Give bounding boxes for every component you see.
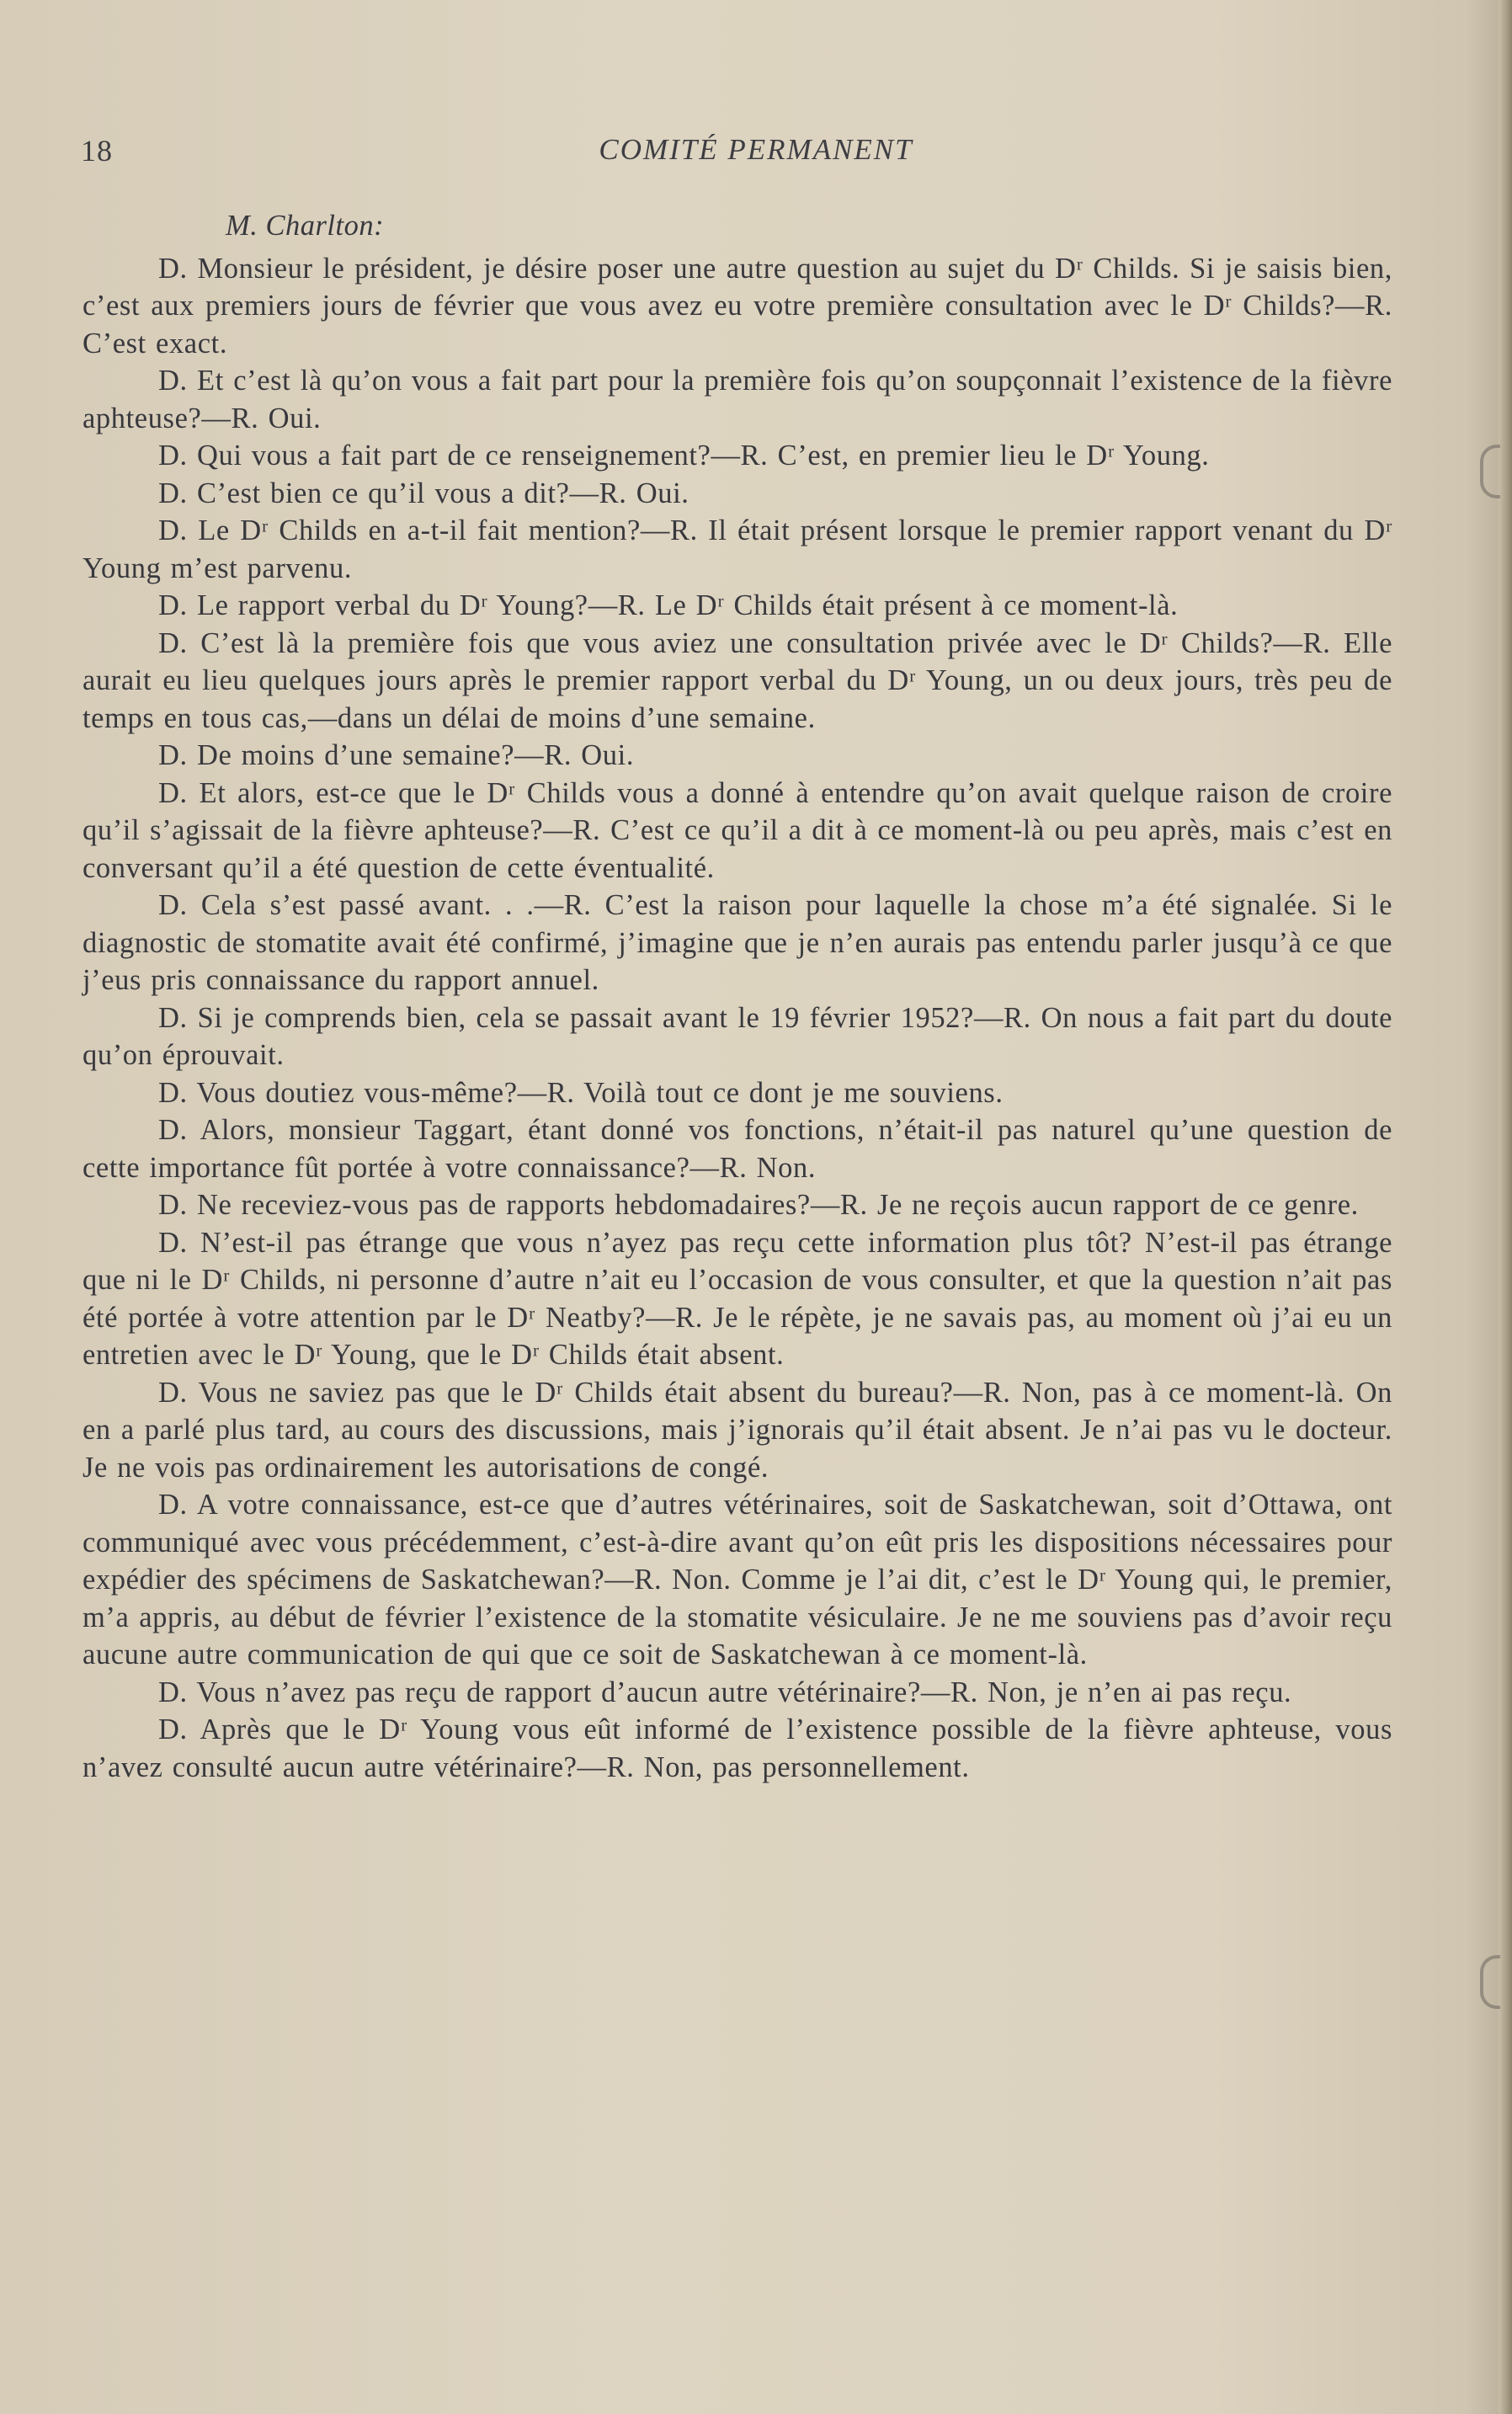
paragraph: D. Ne receviez-vous pas de rapports hebdomadaires?—R. Je ne reçois aucun rapport de ce genre. xyxy=(158,1189,1359,1221)
margin-mark xyxy=(1480,445,1500,498)
paragraph: D. De moins d’une semaine?—R. Oui. xyxy=(158,739,635,771)
paragraph: D. Après que le Dʳ Young vous eût informé de l’existence possible de la fièvre aphteuse, vous n’avez consulté aucun autre vétérinaire?—R. Non, pas personnellement. xyxy=(83,1713,1392,1783)
paragraph: D. Et c’est là qu’on vous a fait part pour la première fois qu’on soupçonnait l’existence de la fièvre aphteuse?—R. Oui. xyxy=(83,365,1392,434)
paragraph: D. C’est bien ce qu’il vous a dit?—R. Oui. xyxy=(158,477,689,509)
paragraph: D. Vous ne saviez pas que le Dʳ Childs était absent du bureau?—R. Non, pas à ce moment-là. On en a parlé plus tard, au cours des discussions, mais j’ignorais qu’il était absent. Je n’ai pas vu le docteur. Je ne vois pas ordinairement les autorisations de congé. xyxy=(83,1376,1392,1484)
speaker-name: M. Charlton: xyxy=(226,210,385,242)
paragraph: D. C’est là la première fois que vous aviez une consultation privée avec le Dʳ Childs?—R. Elle aurait eu lieu quelques jours après le premier rapport verbal du Dʳ Young, un ou deux jours, très peu de temps en tous cas,—dans un délai de moins d’une semaine. xyxy=(83,626,1392,734)
page-edge-shadow xyxy=(1499,0,1512,2414)
paragraph: D. Le rapport verbal du Dʳ Young?—R. Le Dʳ Childs était présent à ce moment-là. xyxy=(158,589,1179,621)
paragraph: D. Et alors, est-ce que le Dʳ Childs vous a donné à entendre qu’on avait quelque raison de croire qu’il s’agissait de la fièvre aphteuse?—R. C’est ce qu’il a dit à ce moment-là ou peu après, mais c’est en conversant qu’il a été question de cette éventualité. xyxy=(83,776,1392,884)
margin-mark xyxy=(1480,1955,1500,2009)
running-head: COMITÉ PERMANENT xyxy=(599,133,913,166)
page-header xyxy=(0,133,1512,175)
paragraph: D. N’est-il pas étrange que vous n’ayez pas reçu cette information plus tôt? N’est-il pas étrange que ni le Dʳ Childs, ni personne d’autre n’ait eu l’occasion de vous consulter, et que la question n’ait pas été portée à votre attention par le Dʳ Neatby?—R. Je le répète, je ne savais pas, au moment où j’ai eu un entretien avec le Dʳ Young, que le Dʳ Childs était absent. xyxy=(83,1226,1392,1371)
page-number: 18 xyxy=(81,134,113,168)
paragraph: D. Si je comprends bien, cela se passait avant le 19 février 1952?—R. On nous a fait part du doute qu’on éprouvait. xyxy=(83,1001,1392,1071)
paragraph: D. Vous n’avez pas reçu de rapport d’aucun autre vétérinaire?—R. Non, je n’en ai pas reçu. xyxy=(158,1676,1292,1708)
paragraph: D. Alors, monsieur Taggart, étant donné vos fonctions, n’était-il pas naturel qu’une question de cette importance fût portée à votre connaissance?—R. Non. xyxy=(83,1114,1392,1184)
paragraph: D. Monsieur le président, je désire poser une autre question au sujet du Dʳ Childs. Si je saisis bien, c’est aux premiers jours de février que vous avez eu votre première consultation avec le Dʳ Childs?—R. C’est exact. xyxy=(83,252,1392,360)
paragraph: D. Le Dʳ Childs en a-t-il fait mention?—R. Il était présent lorsque le premier rapport venant du Dʳ Young m’est parvenu. xyxy=(83,514,1392,584)
paragraph: D. Vous doutiez vous-même?—R. Voilà tout ce dont je me souviens. xyxy=(158,1076,1004,1109)
paragraph: D. Qui vous a fait part de ce renseignement?—R. C’est, en premier lieu le Dʳ Young. xyxy=(158,440,1210,472)
paragraph: D. Cela s’est passé avant. . .—R. C’est la raison pour laquelle la chose m’a été signalée. Si le diagnostic de stomatite avait été confirmé, j’imagine que je n’en aurais pas entendu parler jusqu’à ce que j’eus pris connaissance du rapport annuel. xyxy=(83,889,1392,996)
transcript-body xyxy=(83,207,1392,1786)
paragraph: D. A votre connaissance, est-ce que d’autres vétérinaires, soit de Saskatchewan, soit d’Ottawa, ont communiqué avec vous précédemment, c’est-à-dire avant qu’on eût pris les dispositions nécessaires pour expédier des spécimens de Saskatchewan?—R. Non. Comme je l’ai dit, c’est le Dʳ Young qui, le premier, m’a appris, au début de février l’existence de la stomatite vésiculaire. Je ne me souviens pas d’avoir reçu aucune autre communication de qui que ce soit de Saskatchewan à ce moment-là. xyxy=(83,1489,1392,1671)
